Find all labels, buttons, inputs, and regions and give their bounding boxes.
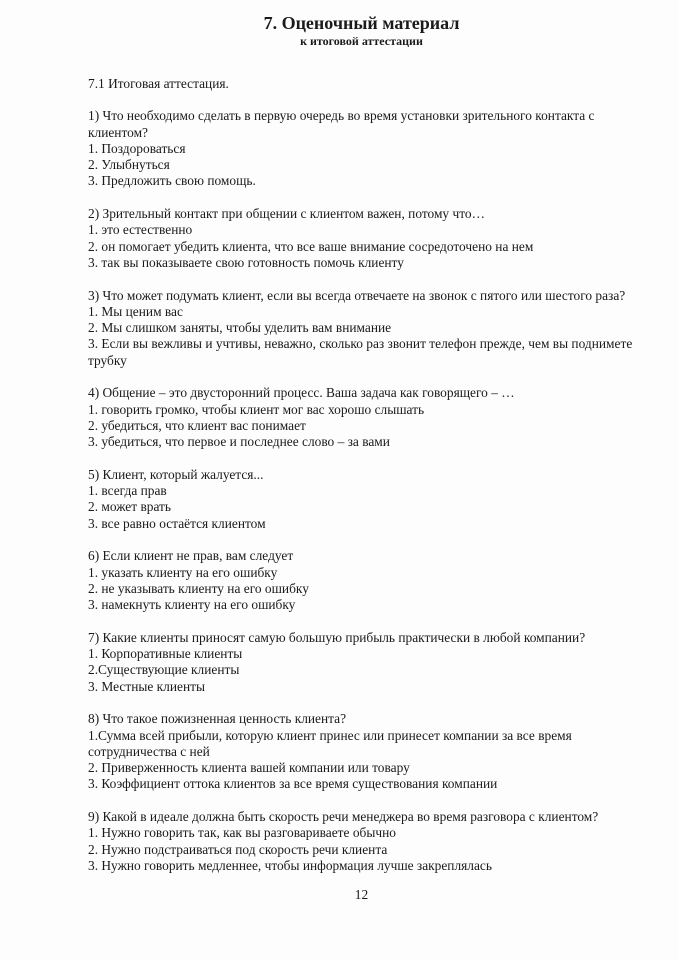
answer-option: 2. не указывать клиенту на его ошибку (88, 580, 309, 596)
question-text: 8) Что такое пожизненная ценность клиента? (88, 711, 347, 727)
question-3 (88, 288, 644, 369)
answer-option: 2. убедиться, что клиент вас понимает (88, 417, 306, 433)
question-text: 1) Что необходимо сделать в первую очередь во время установки зрительного контакта с клиентом? (88, 108, 595, 140)
answer-option: 1. указать клиенту на его ошибку (88, 564, 278, 580)
answer-option: 1. Корпоративные клиенты (88, 646, 243, 662)
question-text: 9) Какой в идеале должна быть скорость речи менеджера во время разговора с клиентом? (88, 809, 599, 825)
section-title: 7.1 Итоговая аттестация. (88, 76, 229, 91)
question-text: 7) Какие клиенты приносят самую большую прибыль практически в любой компании? (88, 629, 586, 645)
question-text: 2) Зрительный контакт при общении с клиентом важен, потому что… (88, 206, 485, 222)
answer-option: 2. Улыбнуться (88, 157, 170, 173)
answer-option: 2. может врать (88, 499, 172, 515)
question-7 (88, 630, 644, 695)
question-2 (88, 206, 644, 271)
answer-option: 1. говорить громко, чтобы клиент мог вас хорошо слышать (88, 401, 425, 417)
answer-option: 1. это естественно (88, 222, 193, 238)
question-text: 3) Что может подумать клиент, если вы всегда отвечаете на звонок с пятого или шестого раза? (88, 287, 626, 303)
answer-option: 1. Мы ценим вас (88, 303, 183, 319)
answer-option: 2. Мы слишком заняты, чтобы уделить вам внимание (88, 320, 392, 336)
question-text: 4) Общение – это двусторонний процесс. Ваша задача как говорящего – … (88, 385, 515, 401)
answer-option: 2.Существующие клиенты (88, 662, 240, 678)
answer-option: 3. Нужно говорить медленнее, чтобы информация лучше закреплялась (88, 857, 492, 873)
answer-option: 3. все равно остаётся клиентом (88, 515, 266, 531)
question-9 (88, 809, 644, 874)
answer-option: 3. Если вы вежливы и учтивы, неважно, сколько раз звонит телефон прежде, чем вы поднимете трубку (88, 336, 633, 368)
question-8 (88, 711, 644, 792)
page-title: 7. Оценочный материал (263, 13, 460, 33)
answer-option: 1. Поздороваться (88, 140, 186, 156)
question-text: 6) Если клиент не прав, вам следует (88, 548, 294, 564)
answer-option: 3. так вы показываете свою готовность помочь клиенту (88, 254, 404, 270)
page-subtitle: к итоговой аттестации (300, 34, 423, 48)
question-text: 5) Клиент, который жалуется... (88, 466, 264, 482)
question-4 (88, 385, 644, 450)
question-5 (88, 467, 644, 532)
answer-option: 1. всегда прав (88, 483, 167, 499)
question-1 (88, 108, 644, 189)
answer-option: 1.Сумма всей прибыли, которую клиент принес или принесет компании за все время сотрудничества с ней (88, 727, 572, 759)
answer-option: 3. убедиться, что первое и последнее слово – за вами (88, 434, 390, 450)
answer-option: 3. Предложить свою помощь. (88, 173, 256, 189)
answer-option: 3. Местные клиенты (88, 678, 205, 694)
answer-option: 2. Нужно подстраиваться под скорость речи клиента (88, 841, 388, 857)
answer-option: 1. Нужно говорить так, как вы разговариваете обычно (88, 825, 396, 841)
answer-option: 2. Приверженность клиента вашей компании или товару (88, 760, 410, 776)
page-number: 12 (354, 887, 369, 902)
answer-option: 2. он помогает убедить клиента, что все ваше внимание сосредоточено на нем (88, 238, 534, 254)
answer-option: 3. Коэффициент оттока клиентов за все время существования компании (88, 776, 498, 792)
page-header (0, 12, 679, 48)
question-6 (88, 548, 644, 613)
document-body (88, 76, 644, 891)
answer-option: 3. намекнуть клиенту на его ошибку (88, 597, 296, 613)
